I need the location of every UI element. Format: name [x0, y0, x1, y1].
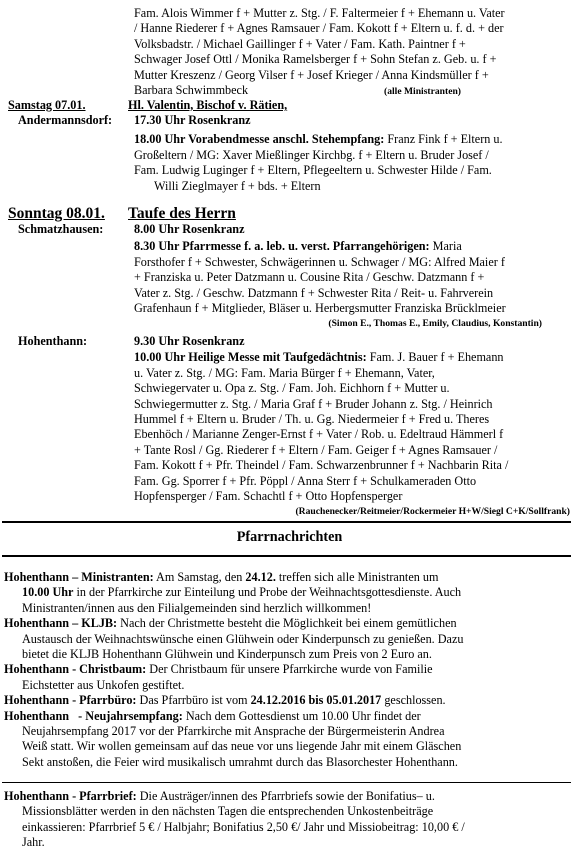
top-intentions-lines: [0, 6, 579, 98]
andermannsdorf-section: [0, 113, 579, 194]
news-text: Nach der Christmette besteht die Möglichkeit bei einem gemütlichen: [117, 616, 457, 631]
text-line: Barbara Schwimmbeck: [134, 83, 249, 98]
mass-line: Hummel f + Eltern u. Bruder / Th. u. Gg. Niedermeier f + Fred u. Theres: [134, 412, 490, 427]
mass-heading: 8.30 Uhr Pfarrmesse f. a. leb. u. verst. Pfarrangehörigen:: [134, 239, 430, 254]
sunday-date: Sonntag 08.01.: [8, 205, 105, 222]
mass-line: Hopfensperger / Fam. Schachtl f + Otto Hopfensperger: [134, 489, 403, 504]
saturday-header: [0, 98, 579, 114]
news-line: Eichstetter aus Unkofen gestiftet.: [22, 677, 185, 692]
location-label: Hohenthann:: [18, 334, 88, 348]
news-line: bietet die KLJB Hohenthann Glühwein und Kinderpunsch zum Preis von 2 Euro an.: [22, 647, 432, 662]
news-line: Neujahrsempfang 2017 vor der Pfarrkirche mit Ansprache der Bürgermeisterin Andrea: [22, 724, 445, 739]
ministranten-note: (Rauchenecker/Reitmeier/Rockermeier H+W/Siegl C+K/Sollfrank): [295, 506, 570, 518]
news-item-pfarrbuero: [4, 693, 571, 708]
rosary-row: [0, 222, 579, 237]
mass-line: Willi Zieglmayer f + bds. + Eltern: [154, 178, 321, 193]
text-line: Volksbadstr. / Michael Gaillinger f + Vater / Fam. Kath. Paintner f +: [134, 36, 466, 51]
mass-line: Großeltern / MG: Xaver Mießlinger Kirchbg. f + Eltern u. Bruder Josef /: [134, 147, 489, 162]
ministranten-note: (alle Ministranten): [384, 86, 462, 98]
mass-details: [0, 350, 579, 504]
mass-details: [0, 239, 579, 316]
news-list-bottom: [4, 789, 571, 851]
news-text: Nach dem Gottesdienst um 10.00 Uhr findet der: [182, 708, 421, 723]
news-line: Ministranten/innen aus den Filialgemeinden sind herzlich willkommen!: [22, 600, 372, 615]
news-line: [4, 662, 571, 677]
news-item-kljb: [4, 616, 571, 662]
mass-line: Fam. Gg. Sporrer f + Pfr. Pöppl / Anna Sterr f + Schulkameraden Otto: [134, 473, 477, 488]
rosary-time: 8.00 Uhr Rosenkranz: [134, 222, 245, 236]
location-label: Schmatzhausen:: [18, 222, 104, 236]
news-line: einkassieren: Pfarrbrief 5 € / Halbjahr; Bonifatius 2,50 €/ Jahr und Missiobeitrag: 10,00 € /: [22, 819, 465, 834]
mass-line: [134, 239, 579, 254]
top-intentions-block: [0, 6, 579, 98]
news-line: [4, 789, 571, 804]
news-line: [4, 585, 571, 600]
news-label: Hohenthann - Pfarrbüro:: [4, 693, 137, 708]
rosary-row: [0, 113, 579, 128]
rosary-time: 17.30 Uhr Rosenkranz: [134, 113, 251, 127]
news-text: Das Pfarrbüro ist vom: [136, 693, 251, 708]
news-text: treffen sich alle Ministranten um: [275, 570, 439, 584]
rosary-time: 9.30 Uhr Rosenkranz: [134, 334, 245, 348]
news-text: Am Samstag, den: [153, 570, 246, 584]
location-label: Andermannsdorf:: [18, 113, 113, 127]
news-label: Hohenthann - Pfarrbrief:: [4, 789, 137, 803]
news-title: Pfarrnachrichten: [236, 529, 343, 545]
mass-line: Vater z. Stg. / Geschw. Datzmann f + Schwester Rita / Reit- u. Fahrverein: [134, 285, 494, 300]
mass-line: Schwiegervater u. Opa z. Stg. / Fam. Joh. Eichhorn f + Mutter u.: [134, 381, 450, 396]
news-text: in der Pfarrkirche zur Einteilung und Probe der Weihnachtsgottesdienste. Auch: [73, 585, 462, 600]
news-item-pfarrbrief: [4, 789, 571, 851]
news-line: [4, 709, 571, 724]
news-label: Hohenthann – Ministranten:: [4, 570, 154, 584]
news-text: Die Austräger/innen des Pfarrbriefs sowie der Bonifatius– u.: [136, 789, 435, 803]
text-line: / Hanne Riederer f + Agnes Ramsauer / Fam. Kokott f + Eltern u. f. d. + der: [134, 21, 504, 36]
news-list: [4, 570, 571, 770]
last-line-row: [134, 83, 579, 98]
text-line: Fam. Alois Wimmer f + Mutter z. Stg. / F. Faltermeier f + Ehemann u. Vater: [134, 6, 505, 20]
news-date-range: 24.12.2016 bis 05.01.2017: [250, 693, 382, 708]
news-label: Hohenthann - Neujahrsempfang:: [4, 708, 183, 723]
sunday-title: Taufe des Herrn: [128, 205, 236, 222]
mass-line: + Franziska u. Peter Datzmann u. Cousine Rita / Geschw. Datzmann f +: [134, 270, 485, 285]
news-line: Jahr.: [22, 835, 45, 850]
mass-text: Maria: [429, 239, 462, 254]
news-line: [4, 570, 571, 585]
news-text: geschlossen.: [381, 693, 446, 708]
rosary-row: [0, 334, 579, 349]
saturday-date: Samstag 07.01.: [8, 98, 86, 112]
mass-line: + Tante Rosl / Gg. Riederer f + Eltern / Fam. Geiger f + Agnes Ramsauer /: [134, 442, 498, 457]
news-text: Der Christbaum für unsere Pfarrkirche wurde von Familie: [146, 662, 433, 677]
hohenthann-section: [0, 334, 579, 520]
ministranten-note: (Simon E., Thomas E., Emily, Claudius, Konstantin): [328, 318, 542, 330]
text-line: Mutter Kreszenz / Georg Vilser f + Josef Krieger / Anna Kindsmüller f +: [134, 67, 489, 82]
mass-text: Fam. J. Bauer f + Ehemann: [366, 350, 504, 365]
news-line: Missionsblätter werden in den nächsten Tagen die entsprechenden Unkostenbeiträge: [22, 804, 434, 819]
mass-heading: 18.00 Uhr Vorabendmesse anschl. Stehempfang:: [134, 132, 385, 147]
news-line: Austausch der Weihnachtswünsche einen Glühwein oder Kinderpunsch zu genießen. Dazu: [22, 631, 464, 646]
news-line: [4, 693, 571, 708]
news-line: Weiß statt. Wir wollen gemeinsam auf das neue vor uns liegende Jahr mit einem Gläschen: [22, 739, 462, 754]
mass-heading: 10.00 Uhr Heilige Messe mit Taufgedächtnis:: [134, 350, 367, 365]
mass-line: u. Vater z. Stg. / MG: Fam. Maria Bürger f + Ehemann, Vater,: [134, 365, 435, 380]
section-divider: [2, 555, 571, 557]
news-item-neujahrsempfang: [4, 709, 571, 771]
section-divider: [2, 521, 571, 523]
news-line: Sekt anstoßen, die Feier wird musikalisch umrahmt durch das Blasorchester Hohenthann.: [22, 754, 458, 769]
section-divider: [2, 782, 571, 783]
text-line: Schwager Josef Ottl / Monika Ramelsberger f + Sohn Stefan z. Geb. u. f +: [134, 52, 497, 67]
mass-line: Forsthofer f + Schwester, Schwägerinnen u. Schwager / MG: Alfred Maier f: [134, 254, 505, 269]
mass-line: Grafenhaun f + Mitglieder, Bläser u. Herbergsmutter Franziska Brücklmeier: [134, 301, 506, 316]
news-item-christbaum: [4, 662, 571, 693]
news-label: Hohenthann - Christbaum:: [4, 662, 147, 677]
news-date: 24.12.: [245, 570, 276, 584]
mass-line: [134, 132, 579, 147]
news-label: Hohenthann – KLJB:: [4, 616, 118, 631]
schmatzhausen-section: [0, 222, 579, 332]
mass-line: [134, 350, 579, 365]
news-time: 10.00 Uhr: [22, 585, 74, 600]
mass-line: Schwiegermutter z. Stg. / Maria Graf f + Bruder Johann z. Stg. / Heinrich: [134, 396, 493, 411]
mass-line: Fam. Ludwig Luginger f + Eltern, Pflegeeltern u. Schwester Hilde / Fam.: [134, 163, 492, 178]
saturday-title: Hl. Valentin, Bischof v. Rätien,: [128, 98, 288, 112]
mass-details: [0, 132, 579, 194]
mass-line: Ebenhöch / Marianne Zenger-Ernst f + Vater / Rob. u. Edeltraud Hämmerl f: [134, 427, 504, 442]
sunday-header: [0, 204, 579, 223]
news-line: [4, 616, 571, 631]
mass-line: Fam. Kokott f + Pfr. Theindel / Fam. Schwarzenbrunner f + Nachbarin Rita /: [134, 458, 509, 473]
mass-text: Franz Fink f + Eltern u.: [384, 132, 503, 147]
news-item-ministranten: [4, 570, 571, 616]
